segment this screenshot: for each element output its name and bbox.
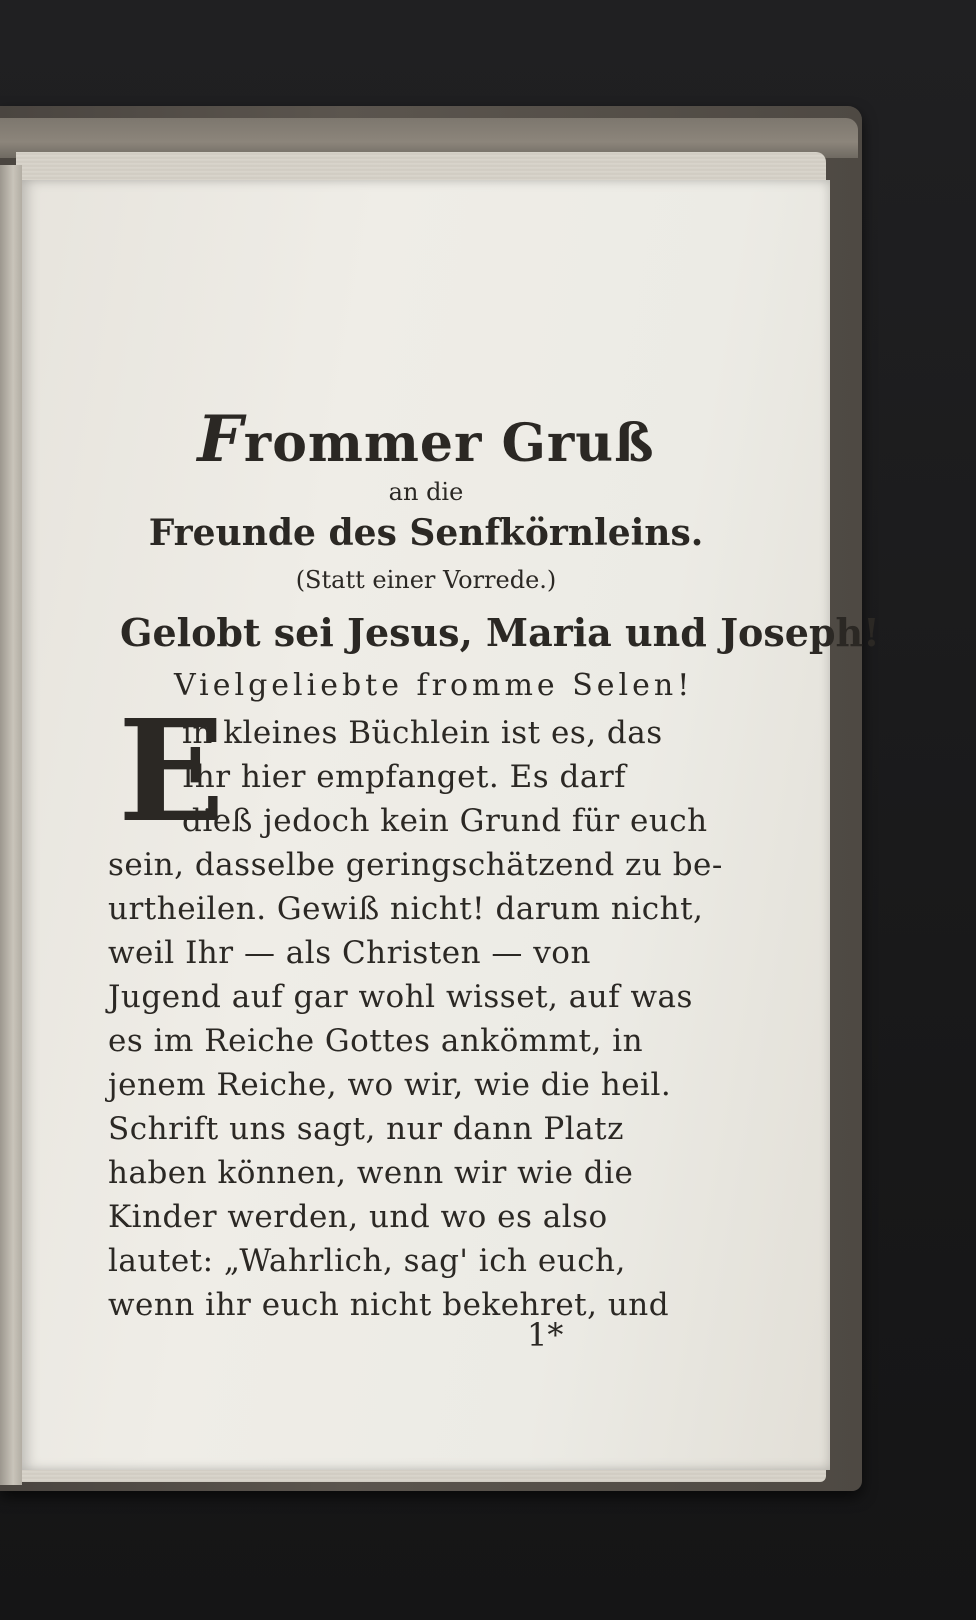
title-rest: rommer Gruß [243,413,655,474]
body-line: sein, dasselbe geringschätzend zu be- [108,847,723,883]
facing-page-edge [0,165,22,1485]
body-line: urtheilen. Gewiß nicht! darum nicht, [108,891,704,927]
page-title [22,402,830,477]
body-line: in kleines Büchlein ist es, das [182,715,663,751]
body-line: dieß jedoch kein Grund für euch [182,803,708,839]
body-line: haben können, wenn wir wie die [108,1155,634,1191]
subtitle-an-die: an die [388,478,464,506]
book-page [22,180,880,1470]
body-line: lautet: „Wahrlich, sag' ich euch, [108,1243,626,1279]
drop-cap: E [118,690,225,854]
body-line: Ihr hier empfanget. Es darf [182,759,627,795]
body-line: Jugend auf gar wohl wisset, auf was [108,979,693,1015]
greeting-line: Gelobt sei Jesus, Maria und Joseph! [120,610,880,655]
subtitle-freunde: Freunde des Senfkörnleins. [148,512,704,554]
body-line: wenn ihr euch nicht bekehret, und [108,1287,670,1323]
body-line: es im Reiche Gottes ankömmt, in [108,1023,644,1059]
subtitle-statt: (Statt einer Vorrede.) [295,566,557,594]
body-line: Schrift uns sagt, nur dann Platz [108,1111,624,1147]
body-line: jenem Reiche, wo wir, wie die heil. [108,1067,672,1103]
body-line: weil Ihr — als Christen — von [108,935,591,971]
signature-mark: 1* [527,1316,564,1354]
salutation-line: Vielgeliebte fromme Selen! [174,668,694,703]
body-line: Kinder werden, und wo es also [108,1199,608,1235]
title-initial: F [197,402,244,477]
